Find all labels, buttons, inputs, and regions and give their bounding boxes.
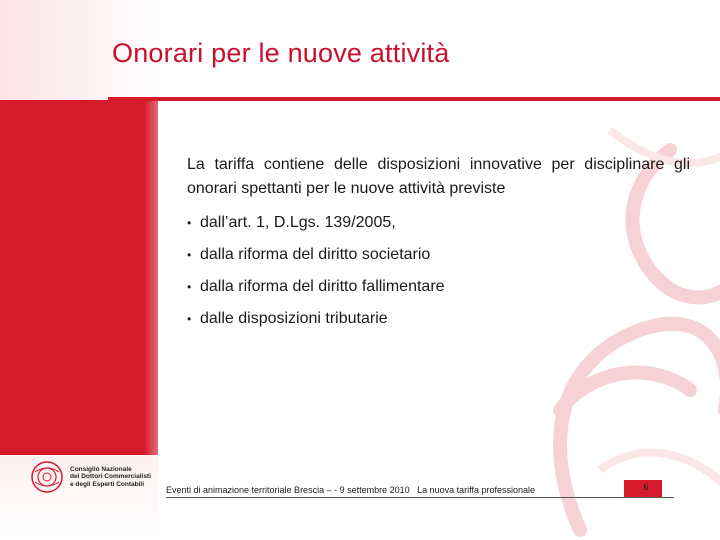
bullet-dot-icon: • bbox=[187, 216, 192, 230]
page-number: 6 bbox=[643, 482, 649, 492]
footer-text bbox=[166, 485, 535, 495]
footer-event: Eventi di animazione territoriale Brescia – - 9 settembre 2010 bbox=[166, 485, 410, 495]
title-rule bbox=[108, 97, 720, 101]
slide-title: Onorari per le nuove attività bbox=[112, 38, 450, 68]
bullet-text: dalla riforma del diritto fallimentare bbox=[200, 278, 445, 295]
bullet-item bbox=[187, 309, 690, 329]
logo-label: Consiglio Nazionale dei Dottori Commercialisti e degli Esperti Contabili bbox=[70, 465, 151, 488]
left-red-band bbox=[0, 100, 158, 455]
bullet-dot-icon: • bbox=[187, 312, 192, 326]
bullet-list bbox=[187, 213, 690, 329]
bullet-item bbox=[187, 245, 690, 265]
cndcec-logo-icon bbox=[30, 460, 64, 494]
footer-logo bbox=[30, 453, 160, 501]
bullet-item bbox=[187, 277, 690, 297]
bullet-item bbox=[187, 213, 690, 233]
bullet-text: dalle disposizioni tributarie bbox=[200, 310, 388, 327]
band-shade bbox=[144, 100, 158, 455]
bullet-dot-icon: • bbox=[187, 280, 192, 294]
footer-underline bbox=[166, 497, 674, 498]
bullet-dot-icon: • bbox=[187, 248, 192, 262]
footer-subject: La nuova tariffa professionale bbox=[417, 485, 536, 495]
bullet-text: dall’art. 1, D.Lgs. 139/2005, bbox=[200, 214, 396, 231]
slide-content bbox=[187, 153, 690, 341]
bullet-text: dalla riforma del diritto societario bbox=[200, 246, 431, 263]
intro-paragraph: La tariffa contiene delle disposizioni innovative per disciplinare gli onorari spettanti per le nuove attività previste bbox=[187, 156, 690, 197]
